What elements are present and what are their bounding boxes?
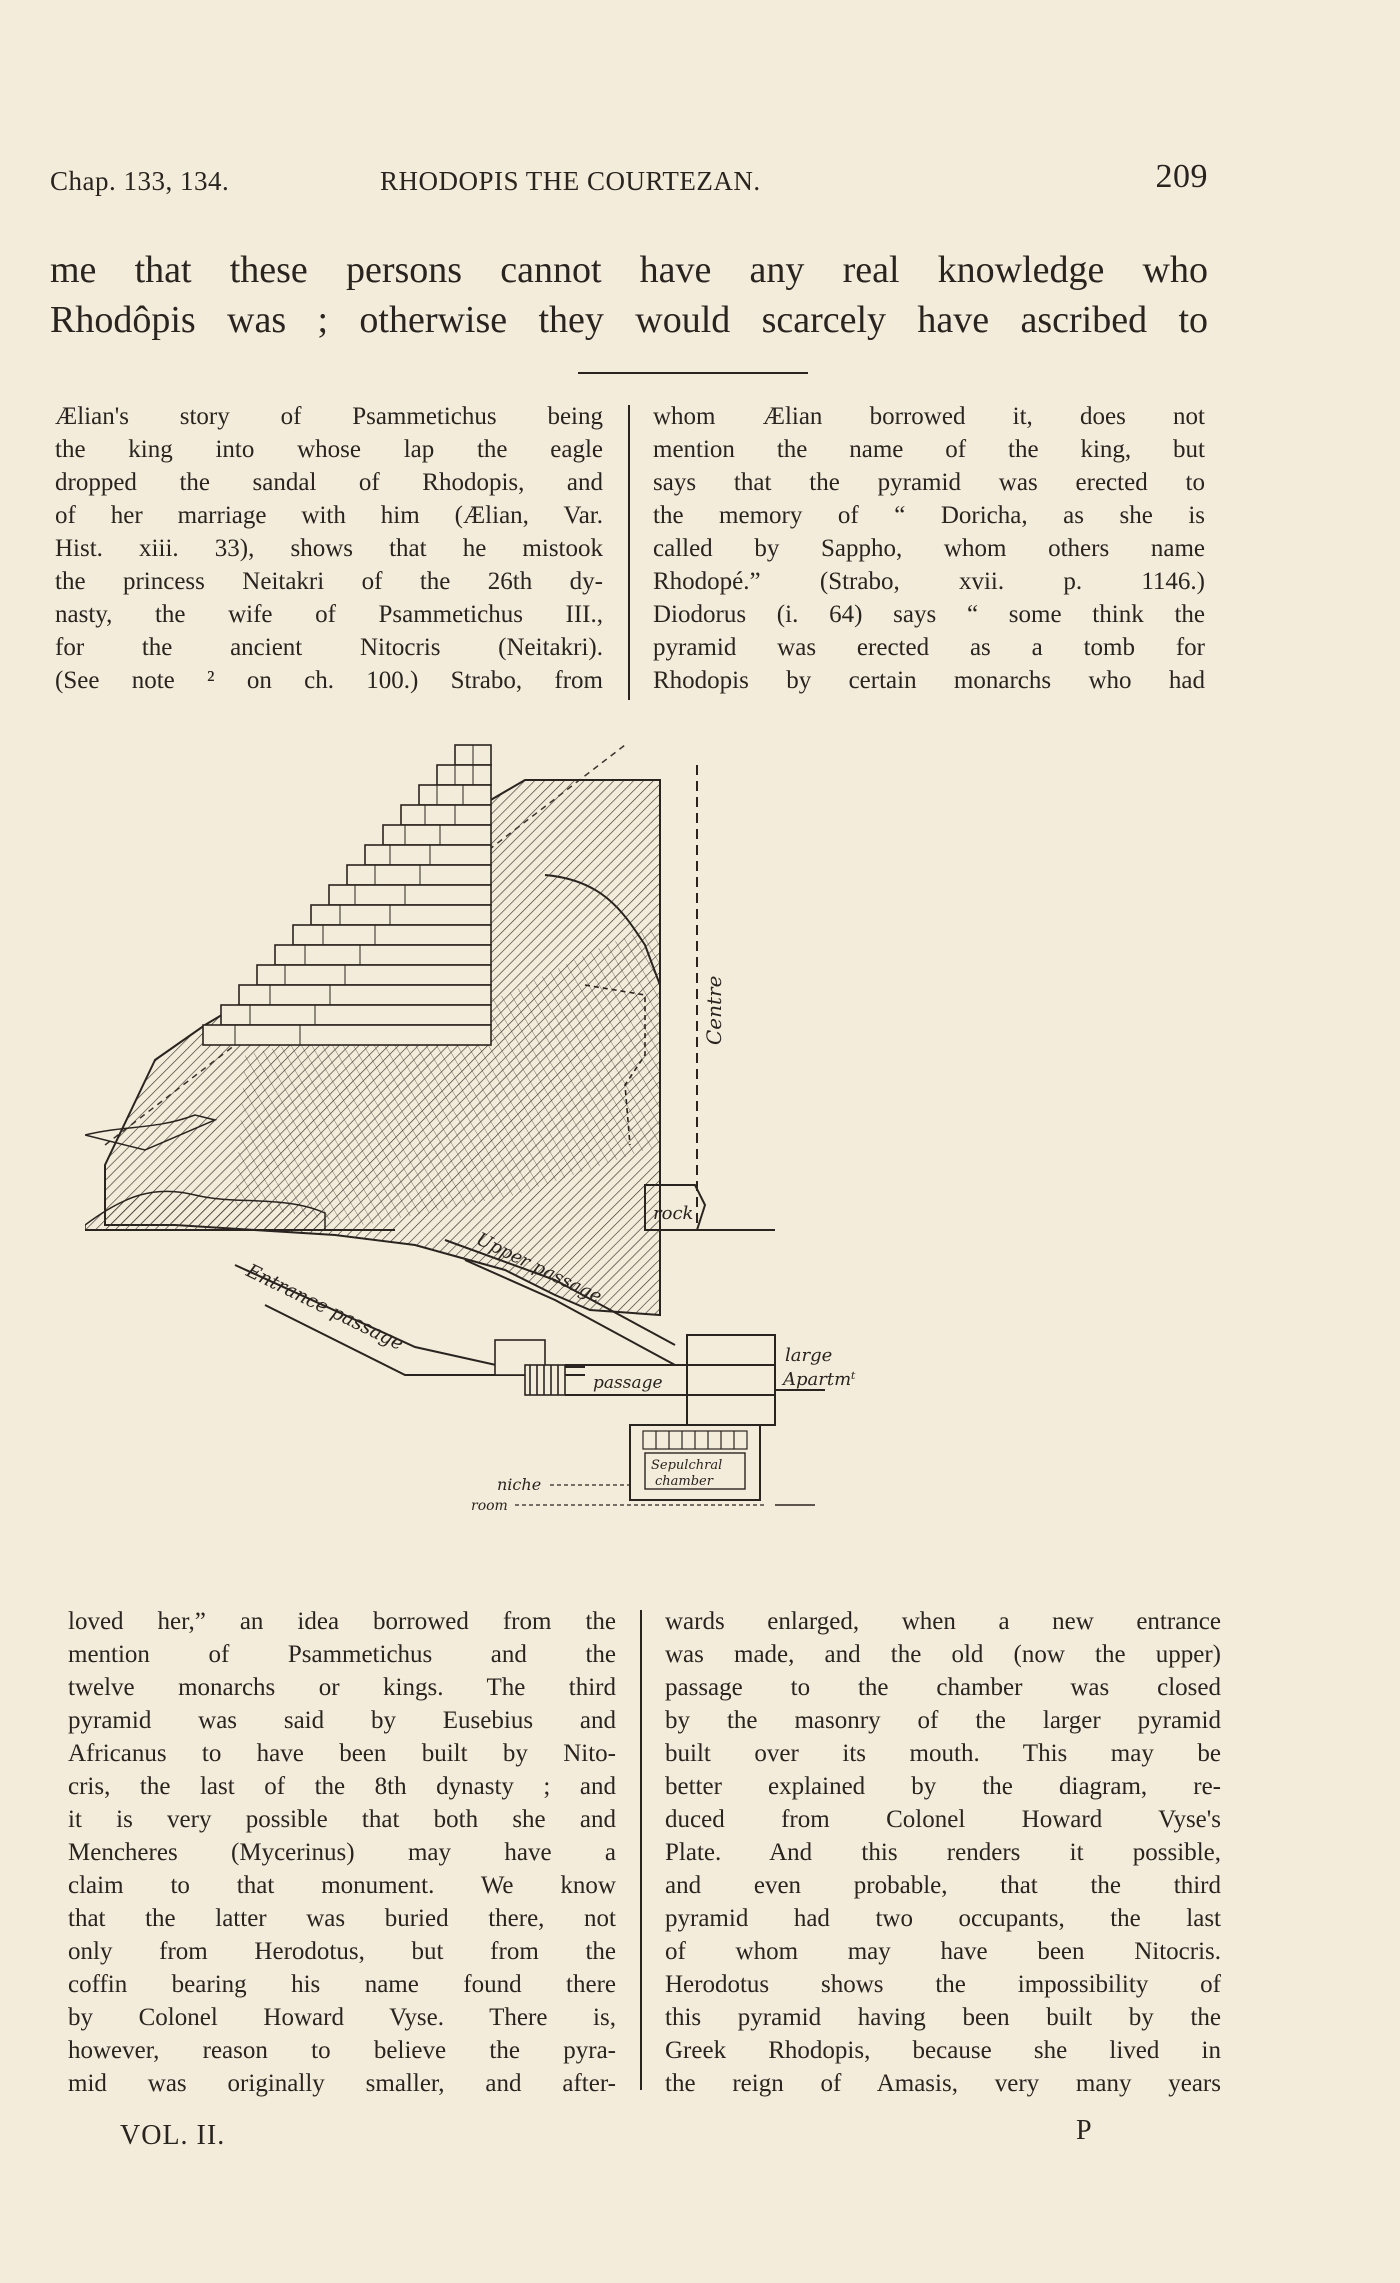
- note-line: by the masonry of the larger pyramid: [665, 1707, 1221, 1734]
- note-line: Greek Rhodopis, because she lived in: [665, 2037, 1221, 2064]
- stepped-core: [203, 745, 491, 1045]
- main-text: [50, 245, 1208, 345]
- main-text-line: Rhodôpis was ; otherwise they would scarcely have ascribed to: [50, 299, 1208, 341]
- note-line: Rhodopé.” (Strabo, xvii. p. 1146.): [653, 568, 1205, 595]
- note-line: claim to that monument. We know: [68, 1872, 616, 1899]
- note-line: cris, the last of the 8th dynasty ; and: [68, 1773, 616, 1800]
- note-line: mid was originally smaller, and after-: [68, 2070, 616, 2097]
- note-line: twelve monarchs or kings. The third: [68, 1674, 616, 1701]
- note-line: it is very possible that both she and: [68, 1806, 616, 1833]
- chamber-roof-blocks: [643, 1431, 747, 1449]
- note-line: however, reason to believe the pyra-: [68, 2037, 616, 2064]
- lower-note-left-column: [68, 1605, 616, 2100]
- note-line: Herodotus shows the impossibility of: [665, 1971, 1221, 1998]
- note-line: loved her,” an idea borrowed from the: [68, 1608, 616, 1635]
- note-line: whom Ælian borrowed it, does not: [653, 403, 1205, 430]
- note-line: this pyramid having been built by the: [665, 2004, 1221, 2031]
- column-divider: [640, 1610, 642, 2090]
- pyramid-section-diagram: [85, 725, 1185, 1585]
- column-divider: [628, 405, 630, 700]
- note-line: for the ancient Nitocris (Neitakri).: [55, 634, 603, 661]
- note-line: the king into whose lap the eagle: [55, 436, 603, 463]
- note-line: Mencheres (Mycerinus) may have a: [68, 1839, 616, 1866]
- note-line: duced from Colonel Howard Vyse's: [665, 1806, 1221, 1833]
- note-line: by Colonel Howard Vyse. There is,: [68, 2004, 616, 2031]
- page-number: 209: [1155, 158, 1208, 195]
- note-line: called by Sappho, whom others name: [653, 535, 1205, 562]
- running-header: [50, 158, 1208, 198]
- note-line: says that the pyramid was erected to: [653, 469, 1205, 496]
- running-title: RHODOPIS THE COURTEZAN.: [380, 166, 761, 196]
- label-sepulchral: Sepulchral: [651, 1458, 723, 1473]
- note-line: the reign of Amasis, very many years: [665, 2070, 1221, 2097]
- chapter-reference: Chap. 133, 134.: [50, 166, 230, 196]
- label-apartment: Apartmᵗ: [783, 1369, 856, 1390]
- note-line: pyramid was said by Eusebius and: [68, 1707, 616, 1734]
- note-line: Diodorus (i. 64) says “ some think the: [653, 601, 1205, 628]
- label-chamber: chamber: [655, 1474, 713, 1489]
- label-centre: Centre: [702, 975, 726, 1045]
- note-line: of her marriage with him (Ælian, Var.: [55, 502, 603, 529]
- label-niche: niche: [497, 1475, 542, 1494]
- note-line: Hist. xiii. 33), shows that he mistook: [55, 535, 603, 562]
- note-line: coffin bearing his name found there: [68, 1971, 616, 1998]
- note-line: was made, and the old (now the upper): [665, 1641, 1221, 1668]
- note-line: the princess Neitakri of the 26th dy-: [55, 568, 603, 595]
- label-rock: rock: [653, 1203, 694, 1224]
- note-line: and even probable, that the third: [665, 1872, 1221, 1899]
- label-large: large: [785, 1345, 833, 1366]
- signature-mark: P: [1076, 2115, 1092, 2146]
- upper-note-left-column: [55, 400, 603, 697]
- note-line: (See note ² on ch. 100.) Strabo, from: [55, 667, 603, 694]
- note-line: Africanus to have been built by Nito-: [68, 1740, 616, 1767]
- volume-label: VOL. II.: [120, 2120, 226, 2151]
- note-line: mention the name of the king, but: [653, 436, 1205, 463]
- label-room: room: [471, 1498, 508, 1514]
- section-rule: [578, 372, 808, 374]
- note-line: wards enlarged, when a new entrance: [665, 1608, 1221, 1635]
- main-text-line: me that these persons cannot have any real knowledge who: [50, 249, 1208, 291]
- note-line: dropped the sandal of Rhodopis, and: [55, 469, 603, 496]
- lower-note-right-column: [665, 1605, 1221, 2100]
- portcullis-blocks: [495, 1340, 565, 1395]
- note-line: that the latter was buried there, not: [68, 1905, 616, 1932]
- note-line: passage to the chamber was closed: [665, 1674, 1221, 1701]
- note-line: Rhodopis by certain monarchs who had: [653, 667, 1205, 694]
- label-passage: passage: [593, 1373, 663, 1393]
- label-entrance-passage: Entrance passage: [242, 1259, 408, 1355]
- note-line: pyramid was erected as a tomb for: [653, 634, 1205, 661]
- note-line: mention of Psammetichus and the: [68, 1641, 616, 1668]
- upper-note-right-column: [653, 400, 1205, 697]
- note-line: Plate. And this renders it possible,: [665, 1839, 1221, 1866]
- large-apartment: [687, 1335, 775, 1425]
- note-line: pyramid had two occupants, the last: [665, 1905, 1221, 1932]
- note-line: nasty, the wife of Psammetichus III.,: [55, 601, 603, 628]
- note-line: Ælian's story of Psammetichus being: [55, 403, 603, 430]
- note-line: only from Herodotus, but from the: [68, 1938, 616, 1965]
- note-line: built over its mouth. This may be: [665, 1740, 1221, 1767]
- note-line: of whom may have been Nitocris.: [665, 1938, 1221, 1965]
- label-upper-passage: Upper passage: [472, 1228, 605, 1308]
- note-line: the memory of “ Doricha, as she is: [653, 502, 1205, 529]
- note-line: better explained by the diagram, re-: [665, 1773, 1221, 1800]
